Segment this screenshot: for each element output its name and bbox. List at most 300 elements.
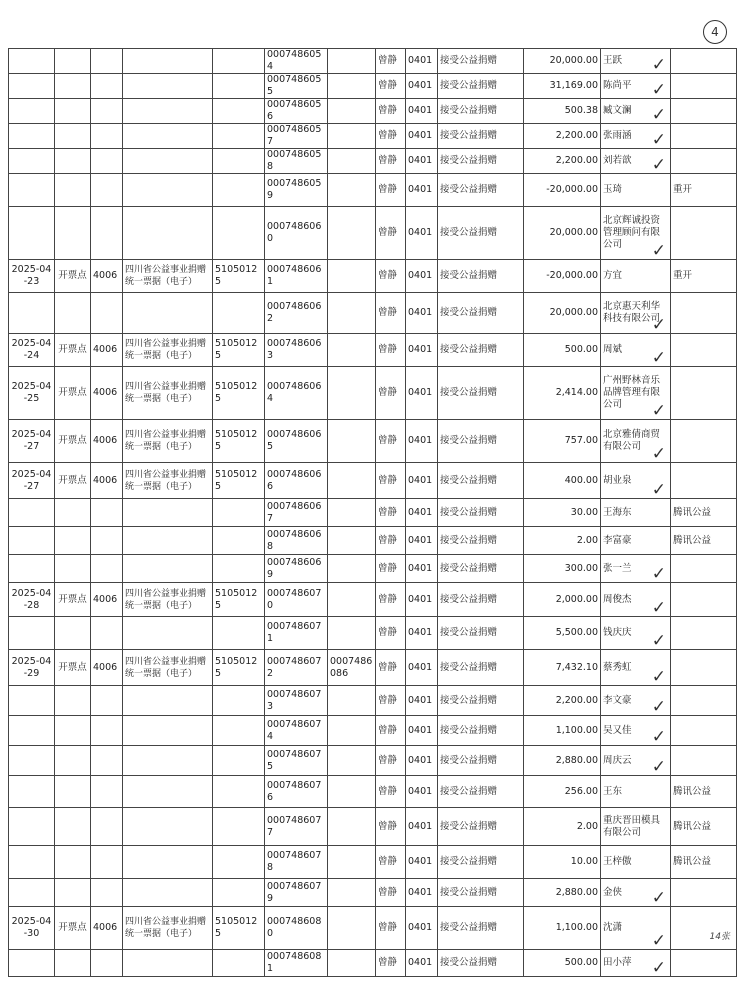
operator-cell xyxy=(376,650,406,686)
subject-code-cell xyxy=(406,746,438,776)
code-cell xyxy=(91,260,123,293)
amount-cell xyxy=(524,499,601,527)
remark-cell xyxy=(671,686,737,716)
payer-cell xyxy=(601,149,671,174)
description-cell xyxy=(438,808,524,846)
issuer-name-cell xyxy=(123,49,213,74)
bill-code-cell xyxy=(213,149,265,174)
type-cell xyxy=(55,808,91,846)
description-text: 接受公益捐赠 xyxy=(440,856,498,867)
bill-number-text: 0007486071 xyxy=(267,621,322,644)
type-cell xyxy=(55,260,91,293)
description-cell xyxy=(438,367,524,420)
description-cell xyxy=(438,499,524,527)
date-cell xyxy=(9,334,55,367)
subject-code-text: 0401 xyxy=(408,957,433,968)
reference-number-cell xyxy=(328,686,376,716)
reference-number-cell xyxy=(328,555,376,583)
remark-cell xyxy=(671,207,737,260)
date-cell xyxy=(9,527,55,555)
date-cell xyxy=(9,174,55,207)
amount-cell xyxy=(524,686,601,716)
operator-cell xyxy=(376,124,406,149)
payer-text: 王跃 xyxy=(603,55,623,66)
subject-code-text: 0401 xyxy=(408,593,433,605)
description-text: 接受公益捐赠 xyxy=(440,627,498,638)
payer-text: 广州野林音乐品牌管理有限公司 xyxy=(603,375,661,410)
subject-code-cell xyxy=(406,950,438,977)
bill-number-cell xyxy=(265,776,328,808)
bill-number-cell xyxy=(265,367,328,420)
subject-code-cell xyxy=(406,293,438,334)
table-row xyxy=(9,650,737,686)
description-cell xyxy=(438,527,524,555)
operator-cell xyxy=(376,950,406,977)
checkmark-icon: ✓ xyxy=(651,444,666,463)
checkmark-icon: ✓ xyxy=(651,105,666,124)
payer-cell xyxy=(601,74,671,99)
payer-cell xyxy=(601,49,671,74)
checkmark-icon: ✓ xyxy=(651,55,666,74)
table-row xyxy=(9,334,737,367)
description-cell xyxy=(438,149,524,174)
payer-cell xyxy=(601,555,671,583)
payer-cell xyxy=(601,808,671,846)
operator-text: 曾静 xyxy=(378,80,398,91)
operator-cell xyxy=(376,293,406,334)
description-cell xyxy=(438,950,524,977)
amount-text: 2,414.00 xyxy=(555,387,598,398)
amount-cell xyxy=(524,207,601,260)
bill-number-text: 0007486067 xyxy=(267,500,322,524)
payer-text: 玉琦 xyxy=(603,184,623,195)
reference-number-cell xyxy=(328,124,376,149)
description-cell xyxy=(438,207,524,260)
date-cell xyxy=(9,846,55,879)
checkmark-icon: ✓ xyxy=(651,958,666,977)
operator-text: 曾静 xyxy=(378,724,398,736)
issuer-name-text: 四川省公益事业捐赠统一票据（电子） xyxy=(125,917,207,939)
bill-code-cell xyxy=(213,124,265,149)
bill-code-cell xyxy=(213,716,265,746)
bill-code-text: 51050125 xyxy=(215,429,258,452)
code-cell xyxy=(91,776,123,808)
payer-text: 北京惠天利华科技有限公司 xyxy=(603,301,661,324)
bill-code-text: 51050125 xyxy=(215,468,258,492)
description-cell xyxy=(438,686,524,716)
operator-cell xyxy=(376,74,406,99)
bill-number-cell xyxy=(265,907,328,950)
payer-cell xyxy=(601,650,671,686)
subject-code-cell xyxy=(406,124,438,149)
payer-text: 蔡秀虹 xyxy=(603,661,632,673)
amount-cell xyxy=(524,420,601,463)
description-cell xyxy=(438,49,524,74)
payer-text: 周俊杰 xyxy=(603,593,632,605)
subject-code-cell xyxy=(406,907,438,950)
amount-text: -20,000.00 xyxy=(546,270,598,281)
amount-cell xyxy=(524,716,601,746)
payer-cell xyxy=(601,846,671,879)
amount-text: 2,880.00 xyxy=(555,886,598,898)
operator-cell xyxy=(376,746,406,776)
subject-code-text: 0401 xyxy=(408,435,433,446)
subject-code-text: 0401 xyxy=(408,785,433,797)
subject-code-text: 0401 xyxy=(408,856,433,867)
date-cell xyxy=(9,367,55,420)
amount-text: -20,000.00 xyxy=(546,184,598,195)
remark-cell xyxy=(671,527,737,555)
bill-number-cell xyxy=(265,879,328,907)
bill-code-cell xyxy=(213,617,265,650)
checkmark-icon: ✓ xyxy=(651,130,666,149)
subject-code-text: 0401 xyxy=(408,130,433,141)
remark-cell xyxy=(671,950,737,977)
amount-cell xyxy=(524,260,601,293)
remark-cell xyxy=(671,260,737,293)
bill-code-cell xyxy=(213,293,265,334)
description-text: 接受公益捐赠 xyxy=(440,80,498,91)
subject-code-text: 0401 xyxy=(408,155,433,166)
code-cell xyxy=(91,879,123,907)
issuer-name-cell xyxy=(123,174,213,207)
issuer-name-cell xyxy=(123,879,213,907)
reference-number-cell xyxy=(328,808,376,846)
payer-text: 张一兰 xyxy=(603,562,632,574)
checkmark-icon: ✓ xyxy=(651,241,666,260)
subject-code-cell xyxy=(406,463,438,499)
payer-text: 田小萍 xyxy=(603,957,632,968)
bill-number-cell xyxy=(265,686,328,716)
operator-text: 曾静 xyxy=(378,562,398,574)
subject-code-text: 0401 xyxy=(408,344,433,355)
operator-cell xyxy=(376,846,406,879)
amount-cell xyxy=(524,49,601,74)
bill-number-text: 0007486055 xyxy=(267,74,322,97)
bill-number-cell xyxy=(265,260,328,293)
operator-text: 曾静 xyxy=(378,694,398,706)
remark-cell xyxy=(671,808,737,846)
remark-cell xyxy=(671,293,737,334)
operator-cell xyxy=(376,808,406,846)
bill-number-cell xyxy=(265,716,328,746)
code-cell xyxy=(91,583,123,617)
type-text: 开票点 xyxy=(58,474,87,486)
checkmark-icon: ✓ xyxy=(651,598,666,617)
operator-text: 曾静 xyxy=(378,55,398,66)
remark-cell xyxy=(671,49,737,74)
table-row xyxy=(9,207,737,260)
payer-text: 张雨涵 xyxy=(603,130,632,141)
payer-text: 金侠 xyxy=(603,886,623,898)
code-cell xyxy=(91,808,123,846)
amount-text: 2.00 xyxy=(576,820,598,832)
bill-number-cell xyxy=(265,207,328,260)
type-cell xyxy=(55,293,91,334)
type-cell xyxy=(55,650,91,686)
bill-number-cell xyxy=(265,49,328,74)
bill-code-cell xyxy=(213,174,265,207)
amount-text: 20,000.00 xyxy=(549,307,598,318)
payer-text: 重庆晋田模具有限公司 xyxy=(603,814,661,838)
payer-cell xyxy=(601,617,671,650)
code-cell xyxy=(91,716,123,746)
date-text: 2025-04-27 xyxy=(11,468,52,492)
code-cell xyxy=(91,746,123,776)
bill-code-cell xyxy=(213,99,265,124)
code-cell xyxy=(91,463,123,499)
description-cell xyxy=(438,420,524,463)
operator-text: 曾静 xyxy=(378,754,398,766)
description-cell xyxy=(438,293,524,334)
subject-code-cell xyxy=(406,174,438,207)
payer-text: 王梓傲 xyxy=(603,856,632,867)
operator-cell xyxy=(376,617,406,650)
operator-cell xyxy=(376,149,406,174)
bill-code-text: 51050125 xyxy=(215,338,258,361)
bill-number-cell xyxy=(265,746,328,776)
subject-code-cell xyxy=(406,555,438,583)
description-text: 接受公益捐赠 xyxy=(440,130,498,141)
description-cell xyxy=(438,463,524,499)
table-row xyxy=(9,686,737,716)
payer-cell xyxy=(601,776,671,808)
subject-code-cell xyxy=(406,879,438,907)
bill-code-cell xyxy=(213,583,265,617)
payer-text: 臧文澜 xyxy=(603,105,632,116)
payer-cell xyxy=(601,746,671,776)
remark-cell xyxy=(671,74,737,99)
payer-text: 刘若歆 xyxy=(603,155,632,166)
description-text: 接受公益捐赠 xyxy=(440,270,498,281)
remark-cell xyxy=(671,174,737,207)
amount-cell xyxy=(524,583,601,617)
description-text: 接受公益捐赠 xyxy=(440,227,498,238)
amount-text: 20,000.00 xyxy=(549,227,598,238)
subject-code-text: 0401 xyxy=(408,724,433,736)
reference-number-text: 0007486086 xyxy=(330,655,373,679)
date-text: 2025-04-23 xyxy=(11,264,52,287)
operator-text: 曾静 xyxy=(378,270,398,281)
code-cell xyxy=(91,367,123,420)
date-cell xyxy=(9,463,55,499)
reference-number-cell xyxy=(328,207,376,260)
reference-number-cell xyxy=(328,463,376,499)
code-cell xyxy=(91,207,123,260)
bill-number-text: 0007486064 xyxy=(267,381,322,404)
type-text: 开票点 xyxy=(58,344,87,355)
type-cell xyxy=(55,174,91,207)
date-text: 2025-04-30 xyxy=(11,916,52,939)
operator-text: 曾静 xyxy=(378,105,398,116)
amount-text: 2,880.00 xyxy=(555,754,598,766)
bill-number-text: 0007486076 xyxy=(267,779,322,803)
checkmark-icon: ✓ xyxy=(651,401,666,420)
payer-cell xyxy=(601,124,671,149)
operator-text: 曾静 xyxy=(378,593,398,605)
bill-number-text: 0007486079 xyxy=(267,880,322,904)
subject-code-text: 0401 xyxy=(408,820,433,832)
bill-code-cell xyxy=(213,527,265,555)
bill-number-text: 0007486061 xyxy=(267,264,322,287)
operator-cell xyxy=(376,527,406,555)
bill-number-cell xyxy=(265,583,328,617)
type-cell xyxy=(55,617,91,650)
description-text: 接受公益捐赠 xyxy=(440,184,498,195)
type-cell xyxy=(55,74,91,99)
reference-number-cell xyxy=(328,617,376,650)
bill-number-cell xyxy=(265,149,328,174)
description-text: 接受公益捐赠 xyxy=(440,344,498,355)
subject-code-cell xyxy=(406,776,438,808)
issuer-name-cell xyxy=(123,74,213,99)
amount-text: 1,100.00 xyxy=(555,724,598,736)
description-cell xyxy=(438,650,524,686)
description-text: 接受公益捐赠 xyxy=(440,474,498,486)
bill-code-cell xyxy=(213,499,265,527)
remark-cell xyxy=(671,746,737,776)
table-row xyxy=(9,420,737,463)
type-cell xyxy=(55,555,91,583)
amount-text: 2,200.00 xyxy=(555,694,598,706)
remark-cell xyxy=(671,617,737,650)
code-cell xyxy=(91,650,123,686)
table-row xyxy=(9,527,737,555)
bill-code-cell xyxy=(213,420,265,463)
remark-cell xyxy=(671,555,737,583)
description-text: 接受公益捐赠 xyxy=(440,754,498,766)
issuer-name-text: 四川省公益事业捐赠统一票据（电子） xyxy=(125,265,207,287)
code-cell xyxy=(91,99,123,124)
bill-code-cell xyxy=(213,686,265,716)
payer-text: 王东 xyxy=(603,785,623,797)
type-text: 开票点 xyxy=(58,435,87,446)
description-cell xyxy=(438,846,524,879)
subject-code-text: 0401 xyxy=(408,55,433,66)
date-text: 2025-04-29 xyxy=(11,655,52,679)
issuer-name-text: 四川省公益事业捐赠统一票据（电子） xyxy=(125,382,207,404)
reference-number-cell xyxy=(328,293,376,334)
amount-text: 2,000.00 xyxy=(555,593,598,605)
amount-text: 400.00 xyxy=(564,474,598,486)
code-cell xyxy=(91,124,123,149)
description-text: 接受公益捐赠 xyxy=(440,155,498,166)
table-row xyxy=(9,617,737,650)
remark-text: 重开 xyxy=(673,270,693,281)
subject-code-cell xyxy=(406,716,438,746)
description-text: 接受公益捐赠 xyxy=(440,506,498,518)
type-cell xyxy=(55,499,91,527)
bill-number-cell xyxy=(265,846,328,879)
description-cell xyxy=(438,617,524,650)
date-cell xyxy=(9,74,55,99)
description-text: 接受公益捐赠 xyxy=(440,661,498,673)
operator-cell xyxy=(376,334,406,367)
payer-text: 方宜 xyxy=(603,270,623,281)
operator-text: 曾静 xyxy=(378,820,398,832)
type-cell xyxy=(55,583,91,617)
bill-number-text: 0007486066 xyxy=(267,468,322,492)
operator-text: 曾静 xyxy=(378,886,398,898)
bill-number-text: 0007486080 xyxy=(267,916,322,939)
subject-code-text: 0401 xyxy=(408,506,433,518)
donation-ledger-table xyxy=(8,48,737,977)
date-cell xyxy=(9,499,55,527)
operator-cell xyxy=(376,716,406,746)
description-text: 接受公益捐赠 xyxy=(440,957,498,968)
bill-code-cell xyxy=(213,950,265,977)
checkmark-icon: ✓ xyxy=(651,564,666,583)
type-cell xyxy=(55,207,91,260)
bill-number-cell xyxy=(265,334,328,367)
date-cell xyxy=(9,746,55,776)
remark-text: 重开 xyxy=(673,184,693,195)
amount-text: 20,000.00 xyxy=(549,55,598,66)
checkmark-icon: ✓ xyxy=(651,931,666,950)
issuer-name-cell xyxy=(123,527,213,555)
checkmark-icon: ✓ xyxy=(651,80,666,99)
type-cell xyxy=(55,99,91,124)
remark-cell xyxy=(671,463,737,499)
type-cell xyxy=(55,746,91,776)
amount-cell xyxy=(524,617,601,650)
remark-cell xyxy=(671,716,737,746)
subject-code-cell xyxy=(406,49,438,74)
amount-text: 300.00 xyxy=(564,562,598,574)
code-text: 4006 xyxy=(93,270,118,281)
operator-cell xyxy=(376,776,406,808)
amount-text: 10.00 xyxy=(570,856,598,867)
bill-number-cell xyxy=(265,617,328,650)
type-cell xyxy=(55,124,91,149)
payer-cell xyxy=(601,907,671,950)
remark-cell xyxy=(671,776,737,808)
bill-number-text: 0007486057 xyxy=(267,124,322,147)
code-cell xyxy=(91,74,123,99)
description-text: 接受公益捐赠 xyxy=(440,105,498,116)
reference-number-cell xyxy=(328,74,376,99)
bill-number-cell xyxy=(265,499,328,527)
table-row xyxy=(9,776,737,808)
date-cell xyxy=(9,808,55,846)
bill-number-text: 0007486069 xyxy=(267,556,322,580)
table-row xyxy=(9,555,737,583)
date-cell xyxy=(9,583,55,617)
operator-cell xyxy=(376,260,406,293)
reference-number-cell xyxy=(328,49,376,74)
subject-code-cell xyxy=(406,846,438,879)
code-cell xyxy=(91,617,123,650)
payer-cell xyxy=(601,716,671,746)
code-cell xyxy=(91,686,123,716)
bill-code-cell xyxy=(213,650,265,686)
amount-text: 30.00 xyxy=(570,506,598,518)
remark-cell xyxy=(671,879,737,907)
table-row xyxy=(9,149,737,174)
table-row xyxy=(9,49,737,74)
remark-cell xyxy=(671,499,737,527)
reference-number-cell xyxy=(328,650,376,686)
amount-cell xyxy=(524,776,601,808)
amount-text: 5,500.00 xyxy=(555,627,598,638)
reference-number-cell xyxy=(328,420,376,463)
reference-number-cell xyxy=(328,846,376,879)
remark-text: 腾讯公益 xyxy=(673,820,712,832)
remark-cell xyxy=(671,420,737,463)
type-cell xyxy=(55,776,91,808)
type-cell xyxy=(55,49,91,74)
operator-text: 曾静 xyxy=(378,534,398,546)
